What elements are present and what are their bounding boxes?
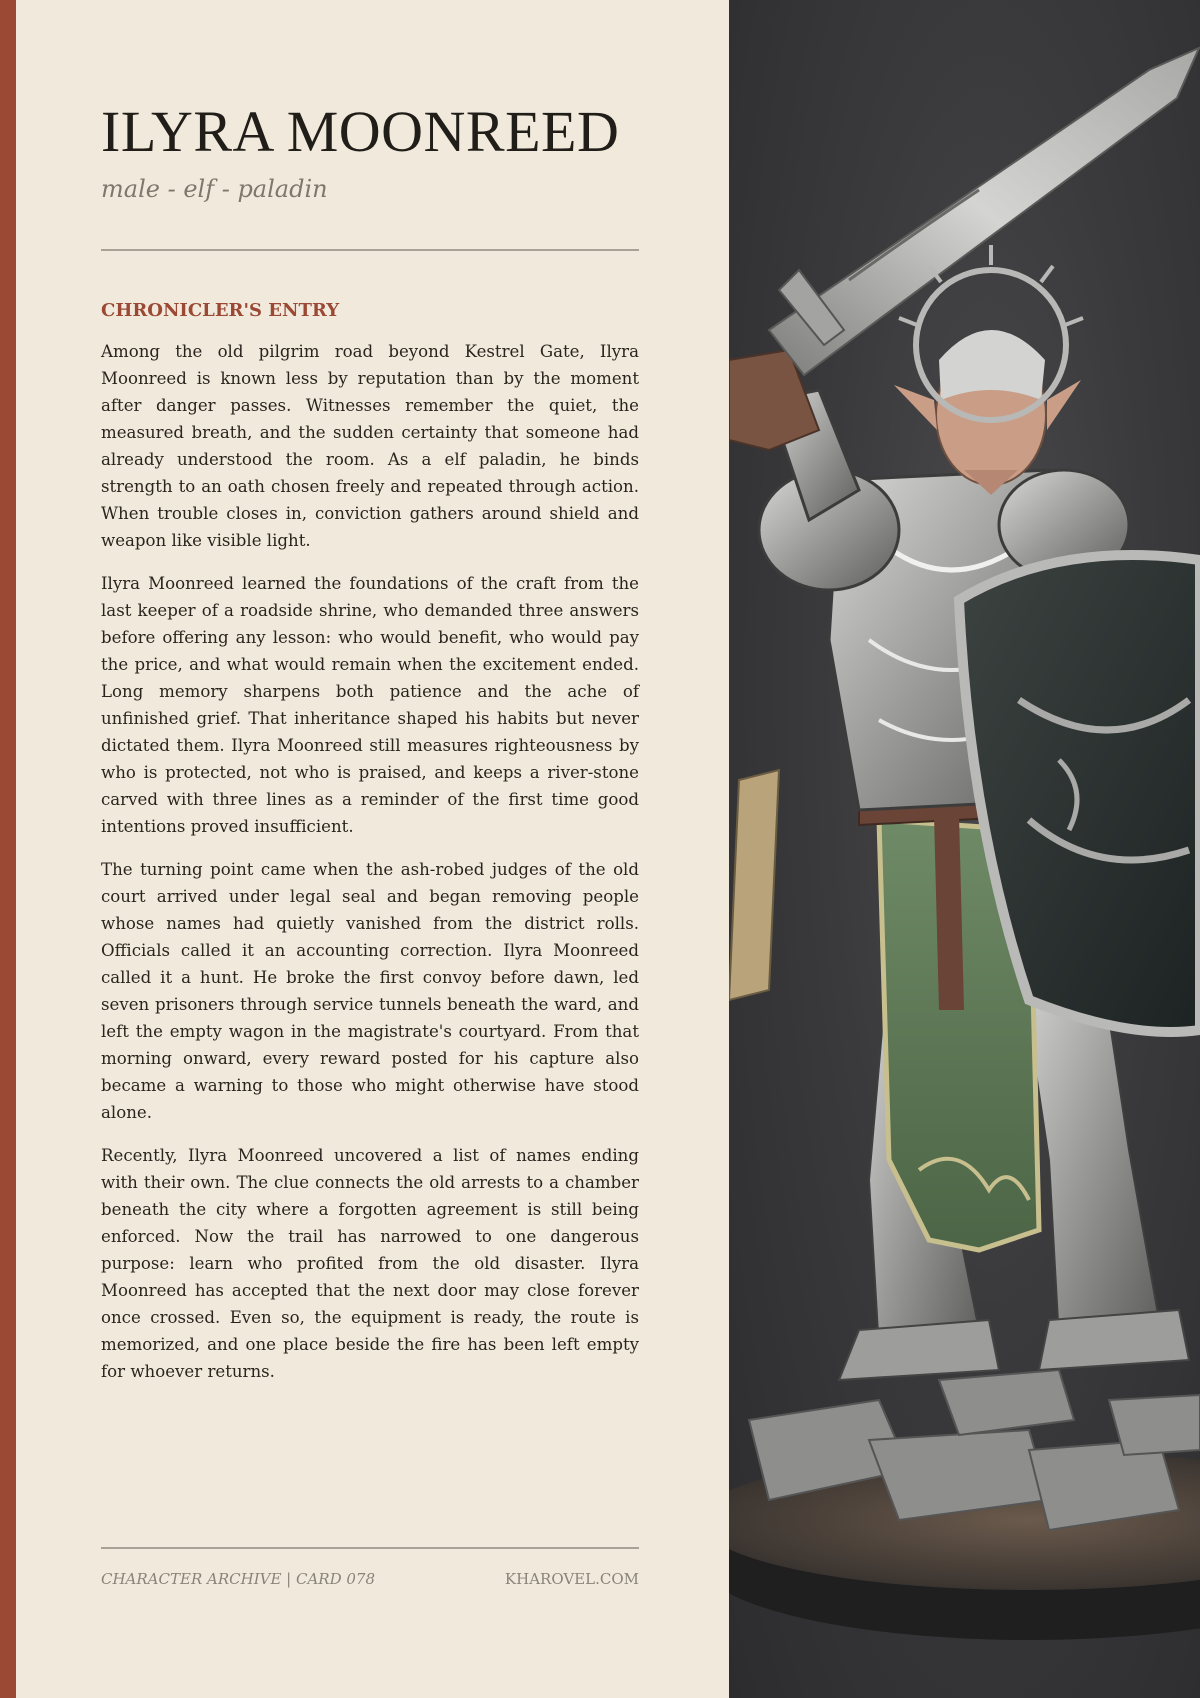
- paladin-miniature-illustration: [729, 0, 1200, 1698]
- paragraph: Recently, Ilyra Moonreed uncovered a list of names ending with their own. The clue connects the old arrests to a chamber beneath the city where a forgotten agreement is still being enforced. Now the trail has narrowed to one dangerous purpose: learn who profited from the old disaster. Ilyra Moonreed has accepted that the next door may close forever once crossed. Even so, the equipment is ready, the route is memorized, and one place beside the fire has been left empty for whoever returns.: [101, 1146, 639, 1381]
- character-name: ILYRA MOONREED: [101, 99, 620, 164]
- accent-bar: [0, 0, 16, 1698]
- paragraph: Ilyra Moonreed learned the foundations of the craft from the last keeper of a roadside shrine, who demanded three answers before offering any lesson: who would benefit, who would pay the price, and what would remain when the excitement ended. Long memory sharpens both patience and the ache of unfinished grief. That inheritance shaped his habits but never dictated them. Ilyra Moonreed still measures righteousness by who is protected, not who is praised, and keeps a river-stone carved with three lines as a reminder of the first time good intentions proved insufficient.: [101, 574, 639, 836]
- divider-top: [101, 249, 639, 251]
- character-descriptor: male - elf - paladin: [101, 175, 328, 203]
- character-miniature-image: [729, 0, 1200, 1698]
- paragraph: The turning point came when the ash-robed judges of the old court arrived under legal seal and began removing people whose names had quietly vanished from the district rolls. Officials called it an accounting correction. Ilyra Moonreed called it a hunt. He broke the first convoy before dawn, led seven prisoners through service tunnels beneath the ward, and left the empty wagon in the magistrate's courtyard. From that morning onward, every reward posted for his capture also became a warning to those who might otherwise have stood alone.: [101, 860, 639, 1122]
- divider-bottom: [101, 1547, 639, 1549]
- section-heading: CHRONICLER'S ENTRY: [101, 300, 340, 321]
- footer-archive-label: CHARACTER ARCHIVE | CARD 078: [101, 1570, 376, 1588]
- text-panel: [16, 0, 729, 1698]
- footer-site-link[interactable]: KHAROVEL.COM: [504, 1570, 639, 1588]
- paragraph: Among the old pilgrim road beyond Kestrel Gate, Ilyra Moonreed is known less by reputation than by the moment after danger passes. Witnesses remember the quiet, the measured breath, and the sudden certainty that someone had already understood the room. As a elf paladin, he binds strength to an oath chosen freely and repeated through action. When trouble closes in, conviction gathers around shield and weapon like visible light.: [101, 342, 639, 550]
- chronicle-body: [101, 338, 639, 1401]
